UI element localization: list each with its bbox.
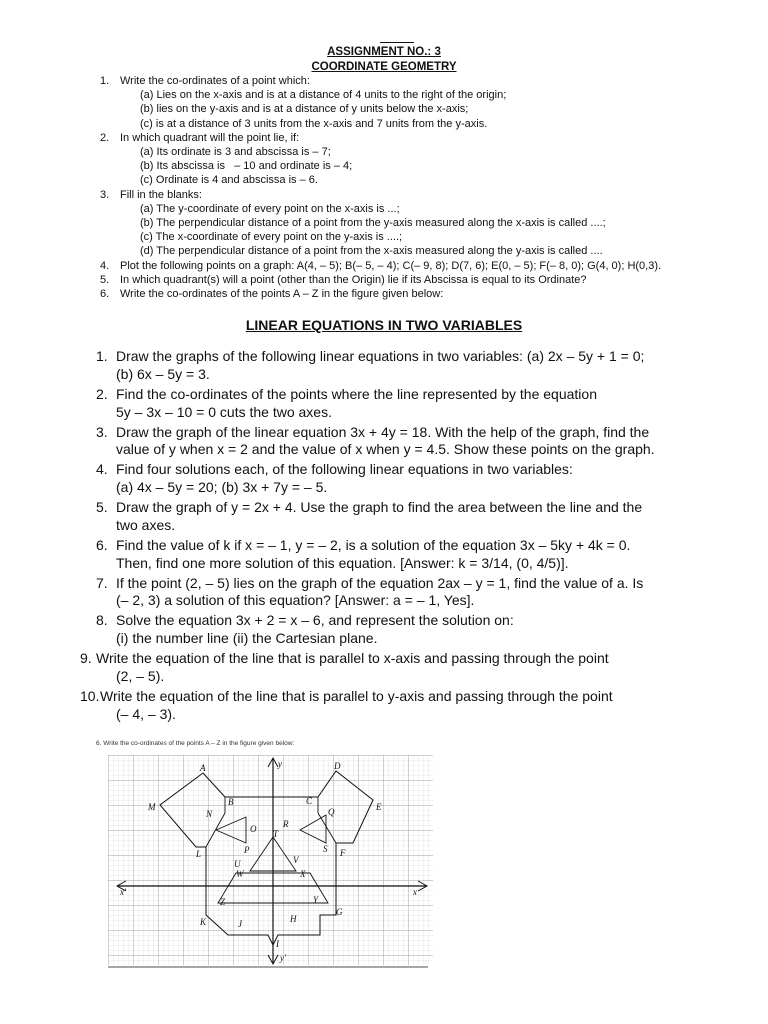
- question-6: 6. Write the co-ordinates of the points A – Z in the figure given below:: [100, 288, 444, 301]
- assignment-title: ASSIGNMENT NO.: 3: [327, 46, 441, 58]
- point-label-i: I: [276, 939, 279, 949]
- question-3: 3. Fill in the blanks: (a) The y-coordinate of every point on the x-axis is ...; (b) The perpendicular distance of a point from the y-axis measured along the x-axis is called ....; (c) The x-coordinate of every point on the y-axis is ....; (d) The perpendicular distance of a point from the x-axis measured along the y-axis is called ....: [100, 188, 606, 258]
- point-label-g: G: [336, 907, 343, 917]
- point-label-a: A: [200, 763, 206, 773]
- point-label-z: Z: [220, 897, 226, 907]
- point-label-h: H: [290, 914, 297, 924]
- point-label-j: J: [238, 919, 242, 929]
- point-label-o: O: [250, 824, 257, 834]
- le-question-4: 4. Find four solutions each, of the following linear equations in two variables: (a) 4x – 5y = 20; (b) 3x + 7y = – 5.: [96, 461, 573, 496]
- le-question-3: 3. Draw the graph of the linear equation 3x + 4y = 18. With the help of the graph, find the value of y when x = 2 and the value of x when y = 4.5. Show these points on the graph.: [96, 423, 655, 458]
- point-label-b: B: [228, 797, 234, 807]
- coordinate-questions: [100, 74, 760, 301]
- le-question-7: 7. If the point (2, – 5) lies on the graph of the equation 2ax – y = 1, find the value of a. Is (– 2, 3) a solution of this equation? [Answer: a = – 1, Yes].: [96, 574, 644, 609]
- point-label-k: K: [200, 917, 207, 927]
- point-label-t: T: [273, 829, 279, 839]
- point-label-f: F: [340, 848, 346, 858]
- le-question-5: 5. Draw the graph of y = 2x + 4. Use the graph to find the area between the line and the two axes.: [96, 499, 643, 533]
- le-question-2: 2. Find the co-ordinates of the points where the line represented by the equation 5y – 3x – 10 = 0 cuts the two axes.: [96, 385, 597, 420]
- label-y-top: y: [278, 759, 282, 769]
- le-question-1: 1. Draw the graphs of the following linear equations in two variables: (a) 2x – 5y + 1 = 0; (b) 6x – 5y = 3.: [96, 348, 645, 382]
- question-4: 4. Plot the following points on a graph: A(4, – 5); B(– 5, – 4); C(– 9, 8); D(7, 6); E(0, – 5); F(– 8, 0); G(4, 0); H(0,3).: [100, 259, 662, 272]
- point-label-w: W: [236, 869, 244, 879]
- le-question-6: 6. Find the value of k if x = – 1, y = – 2, is a solution of the equation 3x – 5ky + 4k = 0. Then, find one more solution of this equation. [Answer: k = 3/14, (0, 4/5)].: [96, 536, 631, 571]
- header-rule: [380, 42, 414, 43]
- question-1: 1. Write the co-ordinates of a point which: (a) Lies on the x-axis and is at a distance of 4 units to the right of the origin; (b) lies on the y-axis and is at a distance of y units below the x-axis; (c) is at a distance of 3 units from the x-axis and 7 units from the y-axis.: [100, 75, 507, 130]
- point-label-p: P: [244, 845, 250, 855]
- le-question-10: 10. Write the equation of the line that is parallel to y-axis and passing through the point (– 4, – 3).: [80, 688, 613, 722]
- question-2: 2. In which quadrant will the point lie, if: (a) Its ordinate is 3 and abscissa is – 7; (b) Its abscissa is – 10 and ordinate is – 4; (c) Ordinate is 4 and abscissa is – 6.: [100, 131, 353, 187]
- le-question-8: 8. Solve the equation 3x + 2 = x – 6, and represent the solution on: (i) the number line (ii) the Cartesian plane.: [96, 612, 514, 647]
- point-label-v: V: [293, 855, 299, 865]
- point-label-q: Q: [328, 807, 335, 817]
- topic-title: COORDINATE GEOMETRY: [311, 61, 457, 73]
- point-label-e: E: [376, 802, 382, 812]
- label-x-right: x: [413, 887, 417, 897]
- point-label-r: R: [283, 819, 289, 829]
- point-label-d: D: [334, 761, 341, 771]
- section-title-linear-equations: LINEAR EQUATIONS IN TWO VARIABLES: [245, 317, 523, 333]
- point-label-y: Y: [313, 895, 319, 905]
- figure-caption: 6. Write the co-ordinates of the points A – Z in the figure given below:: [96, 740, 295, 747]
- question-5: 5. In which quadrant(s) will a point (other than the Origin) lie if its Abscissa is equal to its Ordinate?: [100, 273, 587, 286]
- point-label-l: L: [196, 849, 202, 859]
- point-label-u: U: [234, 859, 241, 869]
- point-label-x: X: [300, 869, 306, 879]
- point-label-m: M: [148, 802, 156, 812]
- label-y-bottom: y': [280, 953, 286, 963]
- linear-equation-questions: [80, 348, 756, 726]
- graph-paper-grid: [108, 755, 433, 965]
- le-question-9: 9. Write the equation of the line that is parallel to x-axis and passing through the point (2, – 5).: [80, 650, 609, 685]
- point-label-c: C: [306, 796, 313, 806]
- coordinate-figure: [108, 755, 433, 970]
- point-label-n: N: [206, 809, 213, 819]
- point-label-s: S: [323, 844, 328, 854]
- label-x-left: x': [120, 887, 126, 897]
